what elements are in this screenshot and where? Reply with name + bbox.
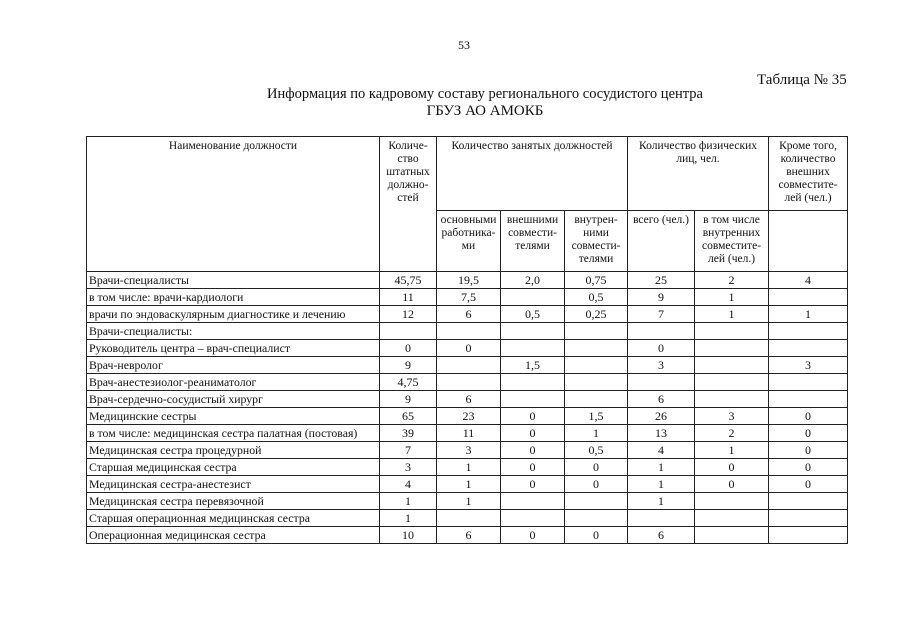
row-value-c7 bbox=[769, 493, 848, 510]
row-value-c1: 39 bbox=[380, 425, 437, 442]
table-row bbox=[87, 374, 848, 391]
header-external-blank bbox=[769, 211, 848, 272]
table-row bbox=[87, 289, 848, 306]
table-row bbox=[87, 340, 848, 357]
row-value-c2: 3 bbox=[437, 442, 501, 459]
row-value-c5: 1 bbox=[628, 476, 695, 493]
row-value-c4: 0 bbox=[565, 459, 628, 476]
row-value-c5: 7 bbox=[628, 306, 695, 323]
row-value-c6 bbox=[695, 340, 769, 357]
row-value-c4: 0,75 bbox=[565, 272, 628, 289]
header-occupied-external: внешними совмести-телями bbox=[501, 211, 565, 272]
table-body bbox=[87, 272, 848, 544]
row-value-c3: 0 bbox=[501, 476, 565, 493]
page-number: 53 bbox=[458, 38, 470, 52]
row-value-c4 bbox=[565, 340, 628, 357]
row-value-c7 bbox=[769, 340, 848, 357]
row-value-c3: 0 bbox=[501, 527, 565, 544]
row-value-c2: 19,5 bbox=[437, 272, 501, 289]
row-value-c2: 1 bbox=[437, 493, 501, 510]
row-value-c6 bbox=[695, 510, 769, 527]
row-value-c1: 1 bbox=[380, 493, 437, 510]
row-value-c2: 0 bbox=[437, 340, 501, 357]
table-row bbox=[87, 459, 848, 476]
row-value-c1: 7 bbox=[380, 442, 437, 459]
row-value-c2: 11 bbox=[437, 425, 501, 442]
row-value-c5: 26 bbox=[628, 408, 695, 425]
row-value-c2: 7,5 bbox=[437, 289, 501, 306]
row-position-name: Медицинские сестры bbox=[87, 408, 380, 425]
row-value-c2: 1 bbox=[437, 459, 501, 476]
row-value-c3: 1,5 bbox=[501, 357, 565, 374]
row-value-c6 bbox=[695, 357, 769, 374]
row-value-c2 bbox=[437, 357, 501, 374]
row-value-c4: 0 bbox=[565, 527, 628, 544]
row-value-c4 bbox=[565, 357, 628, 374]
row-value-c3 bbox=[501, 493, 565, 510]
table-label: Таблица № 35 bbox=[757, 72, 847, 88]
row-value-c7: 4 bbox=[769, 272, 848, 289]
row-position-name: Врач-анестезиолог-реаниматолог bbox=[87, 374, 380, 391]
row-position-name: Медицинская сестра перевязочной bbox=[87, 493, 380, 510]
table-row bbox=[87, 323, 848, 340]
row-value-c2: 6 bbox=[437, 306, 501, 323]
row-value-c6 bbox=[695, 323, 769, 340]
row-position-name: Врач-невролог bbox=[87, 357, 380, 374]
row-value-c4: 1,5 bbox=[565, 408, 628, 425]
row-position-name: Медицинская сестра процедурной bbox=[87, 442, 380, 459]
row-value-c1: 11 bbox=[380, 289, 437, 306]
row-value-c2 bbox=[437, 374, 501, 391]
row-value-c2: 23 bbox=[437, 408, 501, 425]
row-value-c7 bbox=[769, 289, 848, 306]
header-physical-internal: в том числе внутренних совместите-лей (чел.) bbox=[695, 211, 769, 272]
row-value-c1: 9 bbox=[380, 391, 437, 408]
row-value-c5 bbox=[628, 323, 695, 340]
row-position-name: в том числе: медицинская сестра палатная (постовая) bbox=[87, 425, 380, 442]
row-value-c5: 3 bbox=[628, 357, 695, 374]
row-value-c5: 4 bbox=[628, 442, 695, 459]
header-external: Кроме того, количество внешних совместите-лей (чел.) bbox=[769, 137, 848, 211]
row-value-c4: 1 bbox=[565, 425, 628, 442]
row-value-c4 bbox=[565, 510, 628, 527]
row-value-c6: 0 bbox=[695, 476, 769, 493]
table-row bbox=[87, 306, 848, 323]
row-value-c1 bbox=[380, 323, 437, 340]
row-value-c5 bbox=[628, 374, 695, 391]
row-value-c1: 12 bbox=[380, 306, 437, 323]
row-value-c1: 4 bbox=[380, 476, 437, 493]
row-value-c2: 6 bbox=[437, 391, 501, 408]
row-value-c3 bbox=[501, 340, 565, 357]
header-position: Наименование должности bbox=[87, 137, 380, 272]
table-row bbox=[87, 510, 848, 527]
row-value-c6: 0 bbox=[695, 459, 769, 476]
header-physical: Количество физических лиц, чел. bbox=[628, 137, 769, 211]
row-position-name: врачи по эндоваскулярным диагностике и лечению bbox=[87, 306, 380, 323]
row-value-c4: 0,25 bbox=[565, 306, 628, 323]
row-value-c7: 0 bbox=[769, 408, 848, 425]
row-value-c4 bbox=[565, 493, 628, 510]
row-value-c2: 1 bbox=[437, 476, 501, 493]
row-value-c4: 0,5 bbox=[565, 442, 628, 459]
header-occupied-internal: внутрен-ними совмести-телями bbox=[565, 211, 628, 272]
row-value-c1: 65 bbox=[380, 408, 437, 425]
row-value-c3: 2,0 bbox=[501, 272, 565, 289]
header-occupied-main: основными работника-ми bbox=[437, 211, 501, 272]
row-value-c3 bbox=[501, 391, 565, 408]
row-position-name: Руководитель центра – врач-специалист bbox=[87, 340, 380, 357]
row-value-c6: 1 bbox=[695, 289, 769, 306]
row-value-c1: 10 bbox=[380, 527, 437, 544]
row-value-c7 bbox=[769, 323, 848, 340]
row-value-c1: 4,75 bbox=[380, 374, 437, 391]
row-value-c6 bbox=[695, 391, 769, 408]
row-value-c7 bbox=[769, 510, 848, 527]
table-row bbox=[87, 527, 848, 544]
row-position-name: в том числе: врачи-кардиологи bbox=[87, 289, 380, 306]
header-physical-total: всего (чел.) bbox=[628, 211, 695, 272]
table-row bbox=[87, 272, 848, 289]
row-position-name: Старшая медицинская сестра bbox=[87, 459, 380, 476]
row-value-c7: 0 bbox=[769, 459, 848, 476]
row-value-c4: 0,5 bbox=[565, 289, 628, 306]
row-position-name: Медицинская сестра-анестезист bbox=[87, 476, 380, 493]
row-value-c7: 0 bbox=[769, 442, 848, 459]
row-value-c6: 2 bbox=[695, 425, 769, 442]
table-row bbox=[87, 476, 848, 493]
row-value-c3: 0 bbox=[501, 408, 565, 425]
row-value-c3: 0 bbox=[501, 442, 565, 459]
row-value-c1: 0 bbox=[380, 340, 437, 357]
row-value-c6: 1 bbox=[695, 306, 769, 323]
row-value-c3: 0 bbox=[501, 459, 565, 476]
table-row bbox=[87, 391, 848, 408]
row-value-c2: 6 bbox=[437, 527, 501, 544]
row-value-c6 bbox=[695, 527, 769, 544]
row-value-c3: 0,5 bbox=[501, 306, 565, 323]
row-value-c7: 0 bbox=[769, 425, 848, 442]
row-value-c5: 6 bbox=[628, 391, 695, 408]
header-occupied: Количество занятых должностей bbox=[437, 137, 628, 211]
row-position-name: Врач-сердечно-сосудистый хирург bbox=[87, 391, 380, 408]
row-value-c4 bbox=[565, 391, 628, 408]
table-row bbox=[87, 442, 848, 459]
row-position-name: Врачи-специалисты bbox=[87, 272, 380, 289]
staffing-table bbox=[86, 136, 848, 544]
row-value-c7 bbox=[769, 527, 848, 544]
row-value-c2 bbox=[437, 323, 501, 340]
page-title: Информация по кадровому составу регионального сосудистого центра bbox=[267, 86, 703, 102]
row-value-c4 bbox=[565, 323, 628, 340]
row-value-c5 bbox=[628, 510, 695, 527]
row-value-c5: 25 bbox=[628, 272, 695, 289]
row-value-c3 bbox=[501, 289, 565, 306]
row-value-c3 bbox=[501, 374, 565, 391]
page-subtitle: ГБУЗ АО АМОКБ bbox=[426, 103, 544, 119]
row-value-c5: 1 bbox=[628, 459, 695, 476]
row-value-c4: 0 bbox=[565, 476, 628, 493]
table-row bbox=[87, 408, 848, 425]
row-value-c1: 45,75 bbox=[380, 272, 437, 289]
row-value-c5: 13 bbox=[628, 425, 695, 442]
table-row bbox=[87, 493, 848, 510]
header-staff-count: Количе-ство штатных должно-стей bbox=[380, 137, 437, 272]
row-value-c5: 1 bbox=[628, 493, 695, 510]
table-row bbox=[87, 357, 848, 374]
row-value-c6 bbox=[695, 374, 769, 391]
row-value-c4 bbox=[565, 374, 628, 391]
row-value-c7: 1 bbox=[769, 306, 848, 323]
row-position-name: Операционная медицинская сестра bbox=[87, 527, 380, 544]
row-value-c2 bbox=[437, 510, 501, 527]
row-value-c5: 0 bbox=[628, 340, 695, 357]
row-value-c1: 3 bbox=[380, 459, 437, 476]
row-value-c6: 3 bbox=[695, 408, 769, 425]
row-value-c5: 9 bbox=[628, 289, 695, 306]
row-value-c7: 0 bbox=[769, 476, 848, 493]
row-value-c6: 2 bbox=[695, 272, 769, 289]
row-value-c1: 1 bbox=[380, 510, 437, 527]
row-value-c6 bbox=[695, 493, 769, 510]
row-value-c6: 1 bbox=[695, 442, 769, 459]
table-row bbox=[87, 425, 848, 442]
row-position-name: Старшая операционная медицинская сестра bbox=[87, 510, 380, 527]
row-value-c5: 6 bbox=[628, 527, 695, 544]
row-value-c1: 9 bbox=[380, 357, 437, 374]
row-value-c3: 0 bbox=[501, 425, 565, 442]
row-value-c3 bbox=[501, 323, 565, 340]
row-position-name: Врачи-специалисты: bbox=[87, 323, 380, 340]
row-value-c7 bbox=[769, 391, 848, 408]
row-value-c3 bbox=[501, 510, 565, 527]
row-value-c7: 3 bbox=[769, 357, 848, 374]
row-value-c7 bbox=[769, 374, 848, 391]
